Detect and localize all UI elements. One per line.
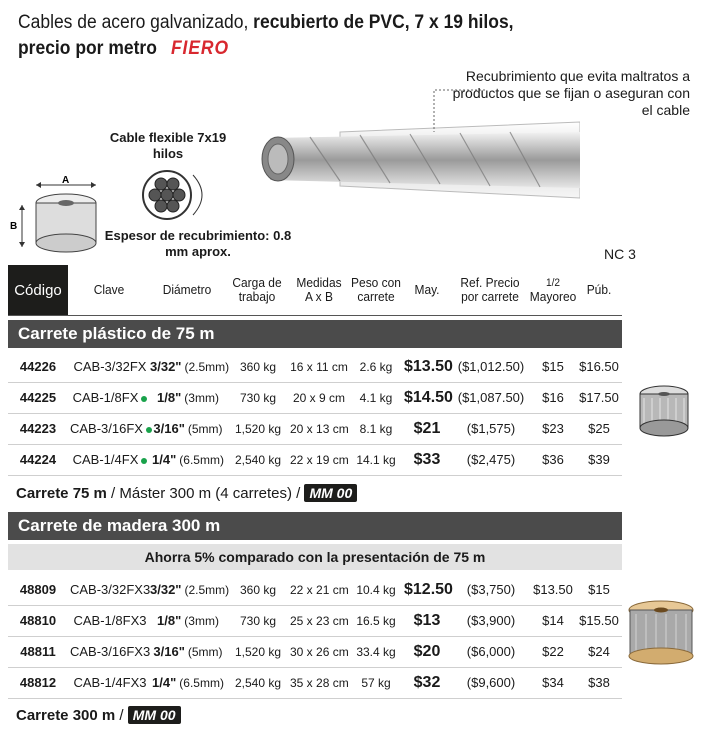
cell-carga: 2,540 kg (234, 453, 282, 467)
cell-carga: 2,540 kg (234, 676, 282, 690)
cell-medidas: 25 x 23 cm (290, 614, 349, 628)
cell-may: $33 (413, 451, 441, 468)
cell-diametro (150, 383, 226, 413)
header-mayoreo (529, 265, 577, 315)
title-part3: precio por metro (18, 38, 157, 59)
cell-may: $12.50 (404, 581, 453, 598)
cell-pub: $25 (588, 421, 610, 436)
cell-carga: 360 kg (239, 583, 277, 597)
cell-peso: 16.5 kg (356, 614, 396, 628)
table-header (8, 265, 622, 315)
cell-pub: $15 (588, 582, 610, 597)
cell-code: 48811 (20, 644, 56, 659)
header-peso: Peso con carrete (351, 275, 401, 304)
cell-pub: $39 (588, 452, 610, 467)
diametro-inches: 3/32" (150, 359, 182, 374)
nc-code: NC 3 (604, 246, 636, 262)
clave-text: CAB-3/16FX (70, 421, 143, 436)
cell-medidas: 35 x 28 cm (290, 676, 349, 690)
diametro-inches: 3/32" (150, 582, 182, 597)
table-row (8, 414, 622, 444)
diametro-mm: (5mm) (187, 422, 223, 436)
table-row (8, 668, 622, 698)
diametro-inches: 1/4" (152, 675, 177, 690)
clave-text: CAB-1/8FX (72, 390, 139, 405)
cell-pub: $16.50 (579, 359, 619, 374)
header-mayoreo-label: Mayoreo (529, 289, 577, 304)
cell-diametro (150, 668, 226, 698)
diametro-mm: (3mm) (184, 391, 219, 405)
cell-diametro (150, 637, 226, 667)
clave-text: CAB-1/4FX (72, 452, 139, 467)
cell-diametro (150, 445, 226, 475)
title-part1: Cables de acero galvanizado, (18, 12, 249, 33)
spool-diagram-icon (8, 175, 108, 255)
section-wood-subtitle: Ahorra 5% comparado con la presentación de 75 m (8, 544, 622, 570)
clave-text: CAB-3/16FX3 (70, 644, 151, 659)
dimension-b-label: B (10, 221, 18, 232)
plastic-spool-image (636, 384, 692, 438)
cable-cross-section-icon (135, 165, 215, 225)
table-row (8, 606, 622, 636)
cell-may: $13.50 (404, 358, 453, 375)
dimension-a-label: A (62, 175, 70, 186)
cell-diametro (150, 414, 226, 444)
cell-ref: ($1,012.50) (457, 359, 525, 374)
cell-may: $32 (413, 674, 441, 691)
table-row (8, 352, 622, 382)
diametro-mm: (6.5mm) (179, 453, 224, 467)
clave-text: CAB-1/4FX3 (73, 675, 147, 690)
cell-medidas: 22 x 19 cm (290, 453, 349, 467)
cell-carga: 730 kg (239, 391, 277, 405)
table-row (8, 445, 622, 475)
row-divider (8, 698, 622, 699)
wood-spool-image (626, 600, 696, 666)
cell-medidas: 30 x 26 cm (290, 645, 349, 659)
cell-ref: ($9,600) (466, 675, 516, 690)
diametro-inches: 3/16" (153, 644, 185, 659)
cell-clave (70, 668, 150, 698)
cable-illustration (250, 110, 580, 210)
header-carga: Carga de trabajo (232, 275, 282, 304)
header-pub: Púb. (586, 282, 612, 297)
cell-mayoreo: $13.50 (533, 582, 573, 597)
cell-diametro (150, 575, 230, 605)
cell-mayoreo: $36 (542, 452, 564, 467)
cell-clave (70, 383, 150, 413)
page-title (18, 10, 533, 62)
cell-clave (70, 637, 150, 667)
footer-plastic-rest: / Máster 300 m (4 carretes) / (106, 485, 305, 502)
footer-wood-rest: / (115, 707, 128, 724)
diametro-inches: 1/8" (157, 390, 182, 405)
diametro-mm: (2.5mm) (184, 360, 230, 374)
row-divider (8, 475, 622, 476)
header-clave: Clave (93, 282, 125, 297)
cell-clave (70, 414, 150, 444)
cell-code: 44225 (19, 390, 57, 405)
cell-ref: ($2,475) (466, 452, 516, 467)
cell-peso: 57 kg (361, 676, 391, 690)
diametro-inches: 1/4" (152, 452, 177, 467)
cell-medidas: 22 x 21 cm (290, 583, 349, 597)
footer-plastic-badge: MM 00 (304, 484, 357, 502)
brand-logo: FIERO (170, 38, 229, 59)
header-medidas: Medidas A x B (296, 275, 342, 304)
cell-ref: ($6,000) (466, 644, 516, 659)
cell-diametro (150, 352, 230, 382)
cell-medidas: 16 x 11 cm (290, 360, 348, 374)
cell-code: 44224 (19, 452, 57, 467)
title-part2: recubierto de PVC, 7 x 19 hilos, (253, 12, 514, 33)
coating-thickness-label: Espesor de recubrimiento: 0.8 mm aprox. (104, 228, 292, 259)
diametro-mm: (3mm) (184, 614, 219, 628)
cell-may: $14.50 (404, 389, 453, 406)
diametro-inches: 1/8" (157, 613, 182, 628)
cell-may: $21 (413, 420, 441, 437)
cell-peso: 10.4 kg (356, 583, 396, 597)
cell-peso: 4.1 kg (359, 391, 393, 405)
cell-ref: ($3,750) (466, 582, 516, 597)
flexible-cable-label: Cable flexible 7x19 hilos (109, 130, 227, 161)
table-row (8, 637, 622, 667)
cell-medidas: 20 x 13 cm (290, 422, 349, 436)
cell-ref: ($1,087.50) (457, 390, 525, 405)
cell-may: $20 (413, 643, 441, 660)
clave-text: CAB-1/8FX3 (73, 613, 147, 628)
cell-peso: 8.1 kg (359, 422, 393, 436)
cell-diametro (150, 606, 226, 636)
cell-medidas: 20 x 9 cm (292, 391, 346, 405)
table-row (8, 383, 622, 413)
cell-pub: $17.50 (579, 390, 619, 405)
cell-pub: $24 (588, 644, 610, 659)
cell-carga: 1,520 kg (234, 645, 282, 659)
cell-clave (70, 575, 150, 605)
cell-mayoreo: $23 (542, 421, 564, 436)
cell-pub: $38 (588, 675, 610, 690)
cell-pub: $15.50 (579, 613, 619, 628)
footer-wood-badge: MM 00 (128, 706, 181, 724)
cell-code: 48812 (19, 675, 57, 690)
green-dot-icon (141, 396, 147, 402)
cell-ref: ($3,900) (466, 613, 516, 628)
header-may: May. (414, 282, 440, 297)
diametro-mm: (5mm) (187, 645, 223, 659)
clave-text: CAB-3/32FX (73, 359, 147, 374)
cell-code: 48809 (19, 582, 57, 597)
header-diametro: Diámetro (162, 282, 212, 297)
footer-wood-bold: Carrete 300 m (16, 707, 116, 724)
header-ref: Ref. Precio por carrete (460, 275, 520, 304)
cell-peso: 2.6 kg (359, 360, 393, 374)
cell-peso: 33.4 kg (356, 645, 396, 659)
cell-code: 44223 (19, 421, 57, 436)
cell-clave (70, 606, 150, 636)
green-dot-icon (141, 458, 147, 464)
section-plastic-footer (16, 484, 357, 504)
section-wood-band: Carrete de madera 300 m (8, 512, 622, 540)
clave-text: CAB-3/32FX3 (70, 582, 151, 597)
cell-may: $13 (413, 612, 441, 629)
diametro-inches: 3/16" (153, 421, 185, 436)
cell-clave (70, 445, 150, 475)
section-wood-footer (16, 706, 181, 726)
header-code: Código (8, 265, 68, 315)
cell-ref: ($1,575) (466, 421, 516, 436)
cell-peso: 14.1 kg (356, 453, 396, 467)
cell-clave (70, 352, 150, 382)
header-mayoreo-fraction: 1/2 (545, 277, 561, 289)
diametro-mm: (6.5mm) (179, 676, 224, 690)
cell-code: 44226 (19, 359, 57, 374)
cell-mayoreo: $14 (542, 613, 564, 628)
cell-mayoreo: $16 (542, 390, 564, 405)
cell-mayoreo: $15 (542, 359, 564, 374)
section-plastic-band: Carrete plástico de 75 m (8, 320, 622, 348)
diametro-mm: (2.5mm) (184, 583, 230, 597)
table-row (8, 575, 622, 605)
cell-carga: 730 kg (239, 614, 277, 628)
cell-carga: 1,520 kg (234, 422, 282, 436)
cell-code: 48810 (19, 613, 57, 628)
cell-mayoreo: $34 (542, 675, 564, 690)
footer-plastic-bold: Carrete 75 m (16, 485, 107, 502)
cell-carga: 360 kg (239, 360, 277, 374)
cell-mayoreo: $22 (542, 644, 564, 659)
coating-callout: Recubrimiento que evita maltratos a productos que se fijan o aseguran con el cable (452, 68, 690, 118)
